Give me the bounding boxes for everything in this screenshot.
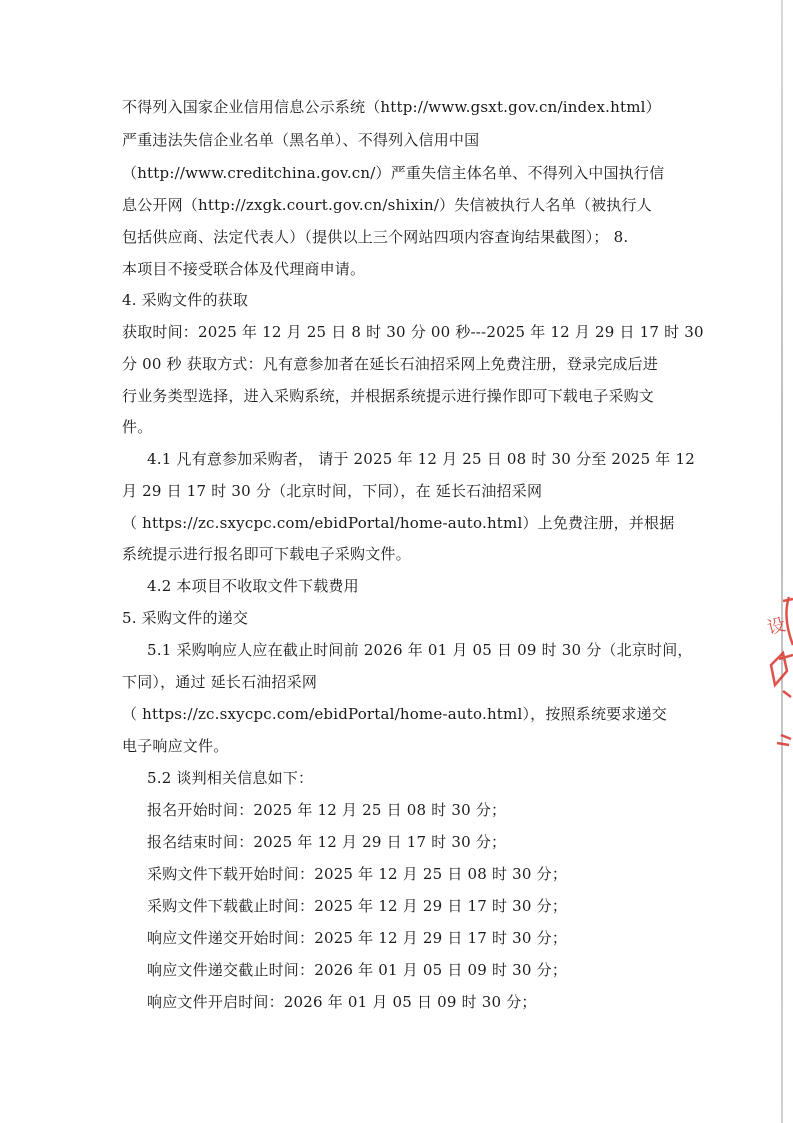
text-line: （http://www.creditchina.gov.cn/）严重失信主体名单、不得列入中国执行信 <box>122 164 665 182</box>
text-line: 5.1 采购响应人应在截止时间前 2026 年 01 月 05 日 09 时 30 分（北京时间， <box>147 641 693 659</box>
text-line: 4.1 凡有意参加采购者， 请于 2025 年 12 月 25 日 08 时 30 分至 2025 年 12 <box>147 450 695 468</box>
svg-text:设: 设 <box>765 614 788 640</box>
text-line: 下同），通过 延长石油招采网 <box>122 673 318 691</box>
text-line: 5.2 谈判相关信息如下： <box>147 769 314 787</box>
seal-stamp-icon <box>753 595 793 755</box>
section-heading: 4. 采购文件的获取 <box>122 291 249 309</box>
schedule-item: 采购文件下载截止时间：2025 年 12 月 29 日 17 时 30 分； <box>147 897 568 915</box>
text-line: 严重违法失信企业名单（黑名单）、不得列入信用中国 <box>122 131 480 149</box>
text-line: 本项目不接受联合体及代理商申请。 <box>122 260 366 278</box>
text-line: （ https://zc.sxycpc.com/ebidPortal/home-auto.html）上免费注册，并根据 <box>122 514 675 532</box>
schedule-item: 报名开始时间：2025 年 12 月 25 日 08 时 30 分； <box>147 801 507 819</box>
text-line: （ https://zc.sxycpc.com/ebidPortal/home-auto.html），按照系统要求递交 <box>122 705 667 723</box>
text-line: 息公开网（http://zxgk.court.gov.cn/shixin/）失信被执行人名单（被执行人 <box>122 196 652 214</box>
schedule-item: 采购文件下载开始时间：2025 年 12 月 25 日 08 时 30 分； <box>147 865 568 883</box>
text-line: 月 29 日 17 时 30 分（北京时间，下同），在 延长石油招采网 <box>122 482 543 500</box>
text-line: 4.2 本项目不收取文件下载费用 <box>147 577 359 595</box>
schedule-item: 报名结束时间：2025 年 12 月 29 日 17 时 30 分； <box>147 833 507 851</box>
text-line: 不得列入国家企业信用信息公示系统（http://www.gsxt.gov.cn/index.html） <box>122 98 661 116</box>
text-line: 分 00 秒 获取方式：凡有意参加者在延长石油招采网上免费注册，登录完成后进 <box>122 355 658 373</box>
section-heading: 5. 采购文件的递交 <box>122 609 249 627</box>
text-line: 获取时间：2025 年 12 月 25 日 8 时 30 分 00 秒---2025 年 12 月 29 日 17 时 30 <box>122 323 704 341</box>
text-line: 件。 <box>122 418 153 436</box>
schedule-item: 响应文件开启时间：2026 年 01 月 05 日 09 时 30 分； <box>147 993 537 1011</box>
text-line: 电子响应文件。 <box>122 737 229 755</box>
text-line: 系统提示进行报名即可下载电子采购文件。 <box>122 545 411 563</box>
text-line: 包括供应商、法定代表人）（提供以上三个网站四项内容查询结果截图）； 8. <box>122 228 629 246</box>
page-edge-shadow <box>781 0 783 1123</box>
schedule-item: 响应文件递交截止时间：2026 年 01 月 05 日 09 时 30 分； <box>147 961 568 979</box>
schedule-item: 响应文件递交开始时间：2025 年 12 月 29 日 17 时 30 分； <box>147 929 568 947</box>
text-line: 行业务类型选择，进入采购系统，并根据系统提示进行操作即可下载电子采购文 <box>122 387 655 405</box>
